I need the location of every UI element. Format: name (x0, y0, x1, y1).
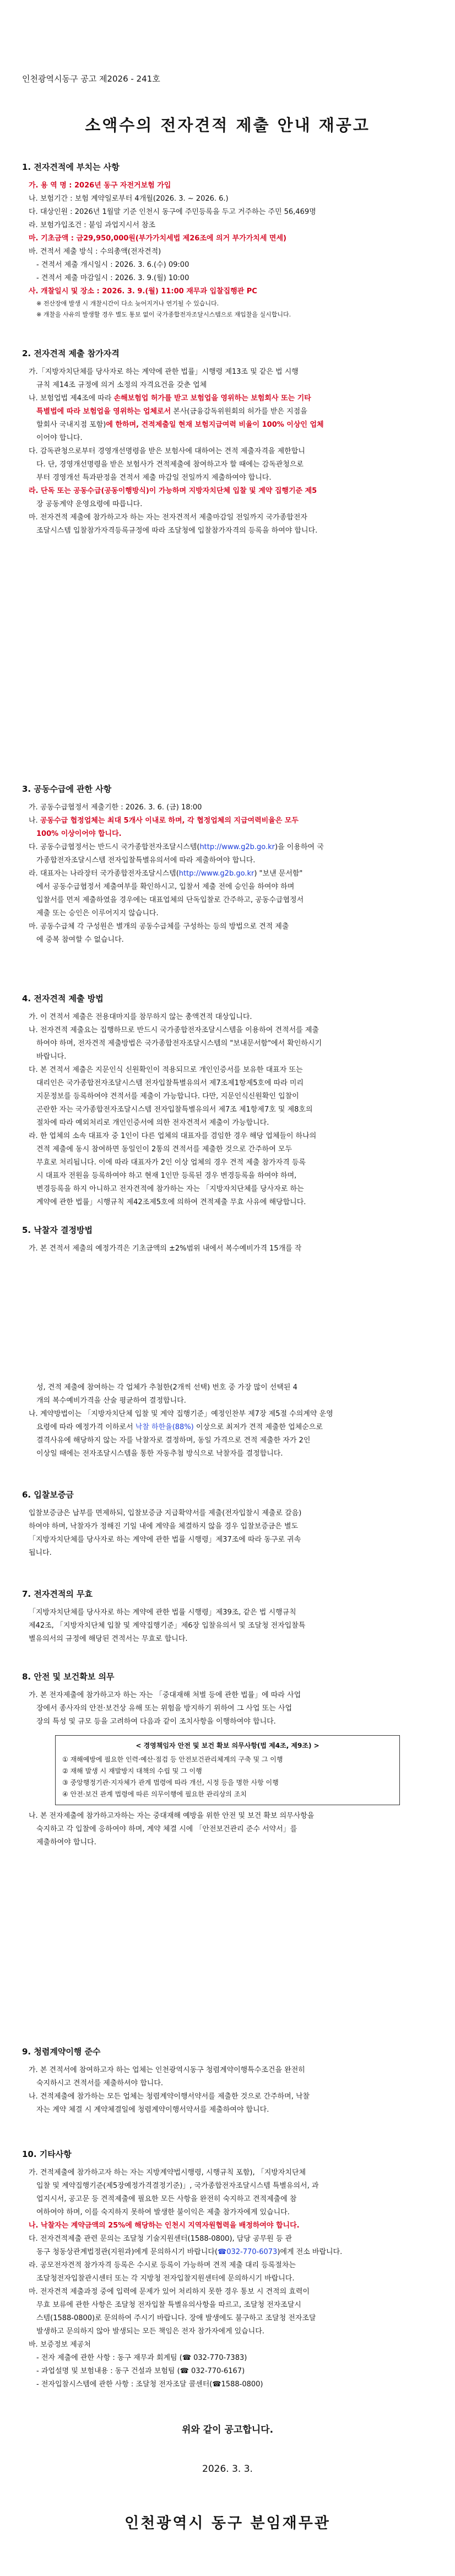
s10-para: 라. 공모전자견적 참가자격 등록은 수시로 등록이 가능하며 견적 제출 대리 등록절차는 (29, 2261, 296, 2269)
target-people: 다. 대상인원 : 2026년 1월말 기준 인천시 동구에 주민등록을 두고 거주하는 주민 56,469명 (29, 208, 316, 216)
opening-datetime: 사. 개찰일시 및 장소 : 2026. 3. 9.(월) 11:00 재무과 입찰집행관 PC (29, 287, 257, 296)
s10-para: 나. 낙찰자는 계약금액의 25%에 해당하는 인천시 지역자원협력을 배정하여야 합니다. (29, 2221, 300, 2230)
submit-start: - 견적서 제출 개시일시 : 2026. 3. 6.(수) 09:00 (36, 261, 189, 269)
s2-text: 할회사 국내지점 포함) (36, 421, 106, 429)
s7-para: 제42조, 「지방자치단체 입찰 및 계약집행기준」제6장 입찰유의서 및 조달청 전자입찰특 (29, 1622, 306, 1630)
s6-para: 됩니다. (29, 1549, 52, 1557)
section-7 (22, 1588, 433, 1646)
s2-highlight: 특별법에 따라 보험업을 영위하는 업체로서 (36, 407, 171, 416)
s4-para: 하여야 하며, 전자견적 제출방법은 국가종합전자조달시스템의 "보내문서함"에서 확인하시기 (36, 1039, 322, 1048)
service-name: 가. 용 역 명 : 2026년 동구 자전거보험 가입 (29, 181, 171, 190)
s2-para (22, 392, 433, 405)
s9-para: 나. 견적제출에 참가하는 모든 업체는 청렴계약이행서약서를 제출한 것으로 간주하며, 낙찰 (29, 2092, 310, 2101)
s10-para: 여하여야 하며, 이를 숙지하지 못하여 발생한 불이익은 제출 참가자에게 있습니다. (36, 2208, 290, 2217)
s4-para: 견적 제출에 동시 참여하면 동일인이 2통의 견적서를 제출한 것으로 간주하여 모두 (36, 1145, 292, 1153)
section-3-title: 3. 공동수급에 관한 사항 (22, 784, 112, 794)
section-4 (22, 992, 433, 1209)
s5-para (22, 1421, 433, 1434)
s10-text: )에게 전소 바랍니다. (277, 2248, 343, 2256)
s10-para: 입찰 및 계약집행기준(제5장예정가격결정기준)」, 국가종합전자조달시스템 특별유의서, 과 (36, 2182, 319, 2190)
safety-duty-item: ② 재해 발생 시 재발방지 대책의 수립 및 그 이행 (62, 1767, 202, 1775)
s3-highlight: 공동수급 협정업체는 최대 5개사 이내로 하며, 각 협정업체의 지급여력비율은 모두 (40, 817, 299, 825)
s10-para: 조달청전자입찰관시센터 또는 각 지방청 전자입찰지원센터에 문의하시기 바랍니다. (36, 2274, 295, 2283)
insurance-period: 나. 보험기간 : 보험 계약일로부터 4개월(2026. 3. ~ 2026. 6.) (29, 195, 229, 203)
section-6-title: 6. 입찰보증금 (22, 1490, 74, 1500)
page-title: 소액수의 전자견적 제출 안내 재공고 (85, 116, 370, 135)
s2-highlight: 손해보험업 허가를 받고 보험업을 영위하는 보험회사 또는 기타 (113, 394, 311, 402)
section-10 (22, 2148, 433, 2391)
s4-para: 다. 본 견적서 제출은 지문인식 신원확인이 적용되므로 개인인증서를 보유한 대표자 또는 (29, 1066, 303, 1074)
s2-para: 다. 단, 경영개선명령을 받은 보험사가 견적제출에 참여하고자 할 때에는 감독관청으로 (36, 460, 304, 469)
section-5-title: 5. 낙찰자 결정방법 (22, 1225, 93, 1235)
submit-method: 바. 견적서 제출 방식 : 수의총액(전자견적) (29, 248, 161, 256)
s10-text: 동구 청동상관계법정관(지원과)에게 문의하시기 바랍니다( (36, 2248, 218, 2256)
notice-number: 인천광역시동구 공고 제2026 - 241호 (22, 74, 160, 84)
section-5-cont (22, 1381, 433, 1461)
section-6 (22, 1489, 433, 1560)
s5-para: 성, 견적 제출에 참여하는 각 업체가 추첨한(2개씩 선택) 번호 중 가장 많이 선택된 4 (36, 1383, 297, 1392)
section-1 (22, 161, 433, 320)
section-8 (22, 1671, 433, 1849)
s3-para: 마. 공동수급체 각 구성원은 별개의 공동수급체를 구성하는 등의 방법으로 견적 제출 (29, 922, 289, 931)
submit-end: - 견적서 제출 마감일시 : 2026. 3. 9.(월) 10:00 (36, 274, 189, 282)
s4-para: 곤란한 자는 국가종합전자조달시스템 전자입찰특별유의서 제7조 제1항제7호 및 제8호의 (36, 1105, 313, 1114)
s8-para: 장의 특성 및 규모 등을 고려하여 다음과 같이 조치사항을 이행하여야 합니다. (36, 1718, 276, 1726)
s10-para: 가. 견적제출에 참가하고자 하는 자는 지방계약법시행령, 시행규칙 포함), 「지방자치단체 (29, 2169, 306, 2177)
s4-para: 변경등록을 하지 아니하고 전자견적에 참가하는 자는 「지방자치단체를 당사자로 하는 (36, 1185, 304, 1193)
s6-para: 「지방자치단체를 당사자로 하는 계약에 관한 법률 시행령」제37조에 따라 동구로 귀속 (29, 1536, 301, 1544)
s4-para: 무효로 처리됩니다. 이에 따라 대표자가 2인 이상 업체의 경우 견적 제출 참가자격 등록 (36, 1158, 306, 1167)
s2-para (22, 485, 433, 498)
s9-para: 자는 계약 체결 시 계약체결일에 청렴계약이행서약서를 제출하여야 합니다. (36, 2106, 269, 2114)
notice-date: 2026. 3. 3. (202, 2464, 253, 2475)
safety-duties-box (55, 1735, 400, 1805)
s5-text: 요령에 따라 예정가격 이하로서 (36, 1423, 136, 1431)
safety-duty-item: ① 재해예방에 필요한 인력·예산·점검 등 안전보건관리체계의 구축 및 그 이행 (62, 1756, 283, 1763)
s5-para: 나. 계약방법이는 「지방자치단체 입찰 및 계약 집행기준」예정인찬부 제7장 제5절 수의계약 운영 (29, 1410, 333, 1418)
s2-para (22, 418, 433, 432)
s4-para: 절차에 따라 예외처리로 개인인증서에 의한 전자견적서 제출이 가능합니다. (36, 1119, 269, 1127)
s3-para: 가종합전자조달시스템 전자입찰특별유의서에 따라 제출하여야 합니다. (36, 856, 256, 865)
section-3 (22, 783, 433, 947)
s5-highlight: 낙찰 하한율(88%) (135, 1423, 194, 1431)
s4-para: 나. 전자견적 제출요는 집행하므로 반드시 국가종합전자조달시스템을 이용하여 견적서를 제출 (29, 1026, 319, 1034)
s3-para (22, 841, 433, 854)
s3-text: 다. 공동수급협정서는 반드시 국가종합전자조달시스템( (29, 843, 200, 851)
s7-para: 「지방자치단체를 당사자로 하는 계약에 관한 법률 시행령」제39조, 같은 법 시행규칙 (29, 1608, 296, 1617)
s8-para: 제출하여야 합니다. (36, 1838, 96, 1847)
s2-para (22, 405, 433, 418)
insurance-conditions: 라. 보험가입조건 : 붙임 과업지시서 참조 (29, 221, 156, 229)
s5-para: 가. 본 견적서 제출의 예정가격은 기초금액의 ±2%범위 내에서 복수예비가격 15개를 작 (29, 1244, 302, 1253)
section-2-title: 2. 전자견적 제출 참가자격 (22, 348, 120, 358)
s10-para: 발생하고 문의하지 않아 발생되는 모든 책임은 전자 참가자에게 있습니다. (36, 2327, 264, 2336)
s3-para (22, 814, 433, 828)
s10-para: 바. 보증정보 제공처 (29, 2341, 91, 2349)
s8-para: 가. 본 전자제출에 참가하고자 하는 자는 「중대재해 처벌 등에 관한 법률」에 따라 사업 (29, 1691, 301, 1699)
g2b-link[interactable]: http://www.g2b.go.kr (199, 843, 275, 851)
section-10-title: 10. 기타사항 (22, 2149, 72, 2159)
s2-highlight: 라. 단독 또는 공동수급(공동이행방식)이 가능하며 지방자치단체 입찰 및 계약 집행기준 제5 (29, 487, 317, 495)
section-1-title: 1. 전자견적에 부치는 사항 (22, 162, 120, 172)
s5-para: 개의 복수예비가격을 산술 평균하여 결정합니다. (36, 1397, 186, 1405)
s3-para: 에 중복 참여할 수 없습니다. (36, 936, 124, 944)
s10-para: 스템(1588-0800)로 문의하여 주시기 바랍니다. 장애 발생에도 불구하고 조달청 전자조달 (36, 2314, 316, 2322)
section-7-title: 7. 전자견적의 무효 (22, 1589, 93, 1599)
note-2: ※ 개찰을 사유의 발생할 경우 별도 통보 없이 국가종합전자조달시스템으로 재입찰을 실시합니다. (36, 311, 291, 318)
s9-para: 가. 본 견적서에 참여하고자 하는 업체는 인천광역시동구 청렴계약이행특수조건을 완전히 (29, 2066, 305, 2074)
s2-para: 가.「지방자치단체를 당사자로 하는 계약에 관한 법률」시행령 제13조 및 같은 법 시행 (29, 368, 299, 376)
s3-text: 라. 대표자는 나라장터 국가종합전자조달시스템( (29, 870, 179, 878)
s9-para: 숙지하시고 견적서를 제출하셔야 합니다. (36, 2079, 164, 2087)
section-9 (22, 2046, 433, 2117)
s3-para: 에서 공동수급협정서 제출여부를 확인하시고, 입찰서 제출 전에 승인을 하여야 하며 (36, 883, 295, 891)
s5-text: 이상으로 최저가 견적 제출한 업체순으로 (193, 1423, 323, 1431)
issuer-name: 인천광역시 동구 분임재무관 (124, 2515, 331, 2532)
s6-para: 입찰보증금은 납부를 면제하되, 입찰보증금 지급확약서를 제출(전자입찰시 제출로 갈음) (29, 1509, 302, 1517)
s2-para: 마. 전자견적 제출에 참가하고자 하는 자는 전자견적서 제출마감일 전일까지 국가종합전자 (29, 513, 307, 522)
s3-text: ) "보낸 문서함" (254, 870, 303, 878)
section-9-title: 9. 청렴계약이행 준수 (22, 2047, 101, 2057)
section-4-title: 4. 전자견적 제출 방법 (22, 994, 104, 1003)
section-5 (22, 1224, 433, 1255)
s3-text: )을 이용하여 국 (275, 843, 324, 851)
s3-para (22, 867, 433, 881)
s4-para: 시 대표자 전원을 등록하여야 하고 현재 1인만 등록된 경우 변경등록을 하여야 하며, (36, 1172, 297, 1180)
s2-para: 부터 경영개선 특과판정을 견적서 제출 마감일 전일까지 제출하여야 합니다. (36, 474, 272, 482)
s4-para: 가. 이 견적서 제출은 전용대마지를 참무하지 않는 총액견적 대상입니다. (29, 1013, 252, 1021)
closing-text: 위와 같이 공고합니다. (181, 2424, 274, 2435)
s8-para: 숙지하고 각 입찰에 응하여야 하며, 계약 체결 시에 「안전보건관리 준수 서약서」를 (36, 1825, 297, 1833)
s7-para: 별유의서의 규정에 해당된 견적서는 무효로 합니다. (29, 1635, 188, 1643)
s10-para (22, 2246, 433, 2259)
section-2 (22, 347, 433, 538)
g2b-link[interactable]: http://www.g2b.go.kr (178, 870, 254, 878)
s10-phone: ☎032-770-6073 (218, 2248, 278, 2256)
s2-para: 규칙 제14조 규정에 의거 소정의 자격요건을 갖춘 업체 (36, 381, 207, 389)
s4-para: 대리인은 국가종합전자조달시스템 전자입찰특별유의서 제7조제1항제5호에 따라 미리 (36, 1079, 304, 1087)
s4-para: 계약에 관한 법률」시행규칙 제42조제5호에 의하여 견적제출 무효 사유에 해당합니다. (36, 1198, 306, 1206)
contact-item: - 전자 제출에 관한 사항 : 동구 재무과 회계팀 (☎ 032-770-7383) (36, 2354, 247, 2362)
base-amount: 마. 기초금액 : 금29,950,000원(부가가치세법 제26조에 의거 부가가치세 면세) (29, 234, 286, 243)
safety-duty-item: ④ 안전·보건 관계 법령에 따른 의무이행에 필요한 관리상의 조치 (62, 1790, 247, 1798)
s2-para: 조달시스템 입찰참가자격등록규정에 따라 조달청에 입찰참가자격의 등록을 하여야 합니다. (36, 527, 318, 535)
s4-para: 바랍니다. (36, 1053, 67, 1061)
s10-para: 업지시서, 공고문 등 견적제출에 필요한 모든 사항을 완전히 숙지하고 견적제출에 참 (36, 2195, 297, 2203)
safety-duty-item: ③ 중앙행정기관·지자체가 관계 법령에 따라 개선, 시정 등을 명한 사항 이행 (62, 1779, 279, 1786)
section-8-title: 8. 안전 및 보건확보 의무 (22, 1672, 115, 1682)
s2-para: 장 공동계약 운영요령에 따릅니다. (36, 500, 143, 508)
s8-para: 나. 본 전자제출에 참가하고자하는 자는 중대재해 예방을 위한 안전 및 보건 확보 의무사항을 (29, 1812, 315, 1820)
s4-para: 라. 한 업체의 소속 대표자 중 1인이 다른 업체의 대표자를 겸임한 경우 해당 업체들이 하나의 (29, 1132, 317, 1140)
s10-para: 다. 전자견적제출 관련 문의는 조달청 기술지원센터(1588-0800), 담당 공무원 등 관 (29, 2235, 292, 2243)
note-1: ※ 전산장애 발생 시 개찰시간이 다소 늦어지거나 연기될 수 있습니다. (36, 300, 219, 307)
s5-para: 이상일 때에는 전자조달시스템을 통한 자동추첨 방식으로 낙찰자를 결정합니다. (36, 1450, 283, 1458)
s6-para: 하여야 하며, 낙찰자가 정해진 기일 내에 계약을 체결하지 않을 경우 입찰보증금은 별도 (29, 1522, 299, 1531)
s3-para: 제출 또는 승인은 이루어지지 않습니다. (36, 909, 159, 917)
contact-item: - 과업설명 및 보험내용 : 동구 건설과 보험팀 (☎ 032-770-6167) (36, 2367, 245, 2375)
s10-para: 마. 전자견적 제출과정 중에 입력에 문제가 있어 처리하지 못한 경우 통보 시 견적의 효력이 (29, 2288, 310, 2296)
s5-para: 결격사유에 해당하지 않는 자를 낙찰자로 결정하며, 동일 가격으로 견적 제출한 자가 2인 (36, 1436, 311, 1445)
s3-para: 가. 공동수급협정서 제출기한 : 2026. 3. 6. (금) 18:00 (29, 803, 202, 812)
s2-para: 이어야 합니다. (36, 434, 83, 442)
s2-highlight: 에 한하며, 견적제출일 현재 보험지급여력 비율이 100% 이상인 업체 (106, 421, 324, 429)
s3-text: 나. (29, 817, 40, 825)
s4-para: 지문정보를 등록하여야 견적서를 제출이 가능합니다. 다만, 지문인식신원확인 입찰이 (36, 1092, 299, 1101)
contact-item: - 전자입찰시스템에 관한 사항 : 조달청 전자조달 콜센터(☎1588-0800) (36, 2380, 263, 2389)
s10-para: 무효 보류에 관한 사항은 조달청 전자입찰 특별유의사항을 따르고, 조달청 전자조달시 (36, 2301, 301, 2309)
s8-para: 장에서 종사자의 안전·보건상 유해 또는 위험을 방지하기 위하여 그 사업 또는 사업 (36, 1704, 292, 1713)
s2-text: 본사(금융감독위원회의 허가를 받은 지점을 (171, 407, 307, 416)
safety-duties-title: < 경영책임자 안전 및 보건 확보 의무사항(법 제4조, 제9조) > (136, 1742, 319, 1749)
s2-para: 다. 감독관청으로부터 경영개선명령을 받은 보험사에 대하여는 견적 제출자격을 제한합니 (29, 447, 305, 455)
s2-text: 나. 보험업법 제4조에 따라 (29, 394, 114, 402)
s3-para: 100% 이상이어야 합니다. (36, 830, 122, 838)
s3-para: 입찰서를 먼저 제출하였을 경우에는 대표업체의 단독입찰로 간주하고, 공동수급협정서 (36, 896, 304, 904)
